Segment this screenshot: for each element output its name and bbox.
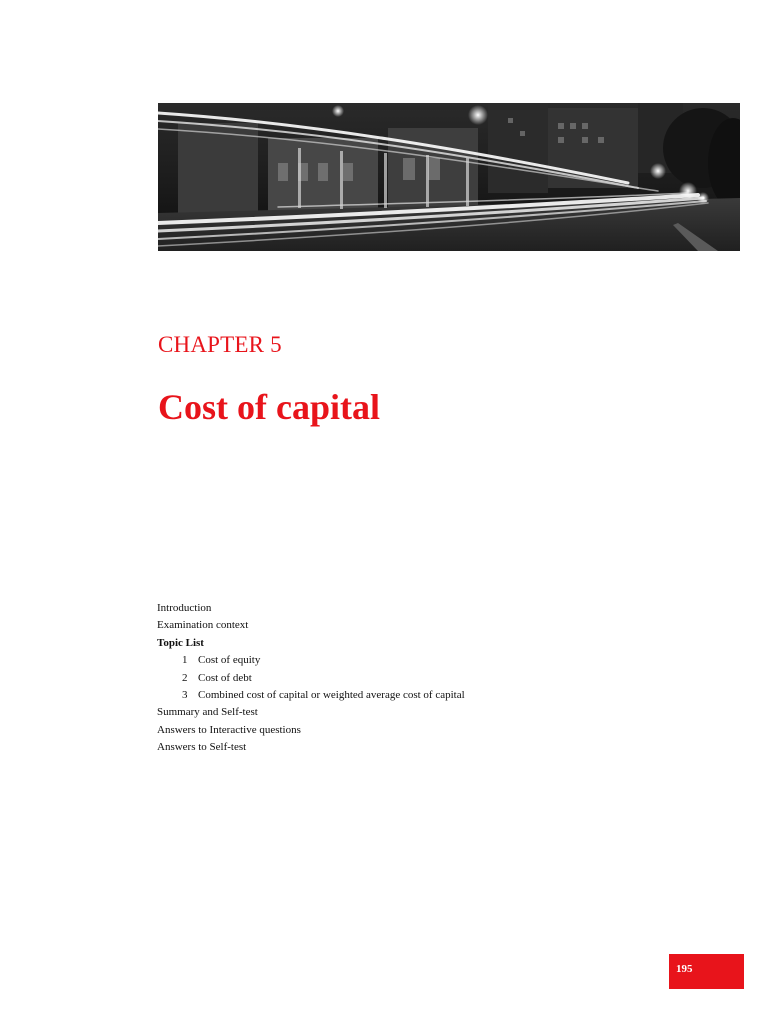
topic-label: Cost of debt xyxy=(198,671,252,684)
topic-list-heading: Topic List xyxy=(157,636,204,649)
page-number-badge: 195 xyxy=(669,954,744,989)
contents-answers-self-test: Answers to Self-test xyxy=(157,741,247,754)
chapter-title: Cost of capital xyxy=(158,387,380,427)
topic-label: Cost of equity xyxy=(198,654,261,667)
chapter-contents xyxy=(157,600,677,757)
contents-examination-context: Examination context xyxy=(157,619,249,632)
chapter-banner-image xyxy=(158,103,740,251)
topic-item xyxy=(157,652,677,669)
contents-introduction: Introduction xyxy=(157,602,212,614)
topic-number: 2 xyxy=(182,671,188,684)
contents-answers-interactive: Answers to Interactive questions xyxy=(157,723,301,736)
contents-summary: Summary and Self-test xyxy=(157,706,258,719)
topic-item xyxy=(157,670,677,687)
topic-label: Combined cost of capital or weighted average cost of capital xyxy=(198,688,465,701)
topic-number: 3 xyxy=(182,688,188,701)
topic-item xyxy=(157,687,677,704)
topic-number: 1 xyxy=(182,654,188,667)
chapter-number: CHAPTER 5 xyxy=(158,332,282,357)
